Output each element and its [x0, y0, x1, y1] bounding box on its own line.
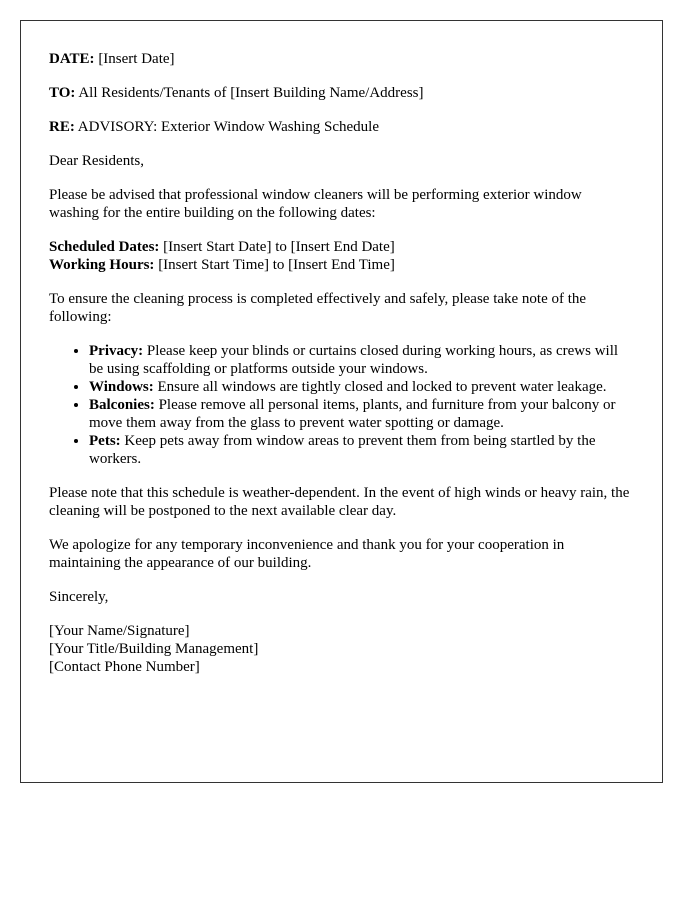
re-value: ADVISORY: Exterior Window Washing Schedule — [77, 119, 380, 135]
hours-label: Working Hours: — [49, 257, 155, 273]
signature-name: [Your Name/Signature] — [49, 623, 190, 639]
note-text: Keep pets away from window areas to prevent them from being startled by the workers. — [89, 433, 596, 467]
weather-paragraph: Please note that this schedule is weather-dependent. In the event of high winds or heavy rain, the cleaning will be postponed to the next available clear day. — [49, 485, 630, 519]
re-label: RE: — [49, 119, 75, 135]
intro-paragraph: Please be advised that professional window cleaners will be performing exterior window washing for the entire building on the following dates: — [49, 187, 582, 221]
note-label: Windows: — [89, 379, 154, 395]
signature-block — [49, 622, 634, 676]
note-text: Ensure all windows are tightly closed and locked to prevent water leakage. — [157, 379, 607, 395]
list-item — [89, 378, 634, 396]
closing: Sincerely, — [49, 589, 109, 605]
re-line — [49, 118, 634, 136]
list-item — [89, 432, 634, 468]
apology-paragraph: We apologize for any temporary inconvenience and thank you for your cooperation in maintaining the appearance of our building. — [49, 537, 565, 571]
to-line — [49, 84, 634, 102]
dates-value: [Insert Start Date] to [Insert End Date] — [163, 239, 395, 255]
note-label: Pets: — [89, 433, 121, 449]
to-label: TO: — [49, 85, 76, 101]
date-value: [Insert Date] — [98, 51, 175, 67]
dates-label: Scheduled Dates: — [49, 239, 160, 255]
date-line — [49, 50, 634, 68]
to-value: All Residents/Tenants of [Insert Building Name/Address] — [78, 85, 424, 101]
date-label: DATE: — [49, 51, 95, 67]
notes-intro: To ensure the cleaning process is completed effectively and safely, please take note of the following: — [49, 291, 587, 325]
signature-title: [Your Title/Building Management] — [49, 641, 259, 657]
notes-list — [49, 342, 634, 468]
list-item — [89, 342, 634, 378]
salutation: Dear Residents, — [49, 153, 144, 169]
signature-phone: [Contact Phone Number] — [49, 659, 200, 675]
schedule-block — [49, 238, 634, 274]
note-text: Please remove all personal items, plants, and furniture from your balcony or move them away from the glass to prevent water spotting or damage. — [89, 397, 616, 431]
list-item — [89, 396, 634, 432]
hours-value: [Insert Start Time] to [Insert End Time] — [158, 257, 395, 273]
note-label: Balconies: — [89, 397, 155, 413]
note-label: Privacy: — [89, 343, 144, 359]
note-text: Please keep your blinds or curtains closed during working hours, as crews will be using scaffolding or platforms outside your windows. — [89, 343, 619, 377]
advisory-letter — [20, 20, 663, 783]
